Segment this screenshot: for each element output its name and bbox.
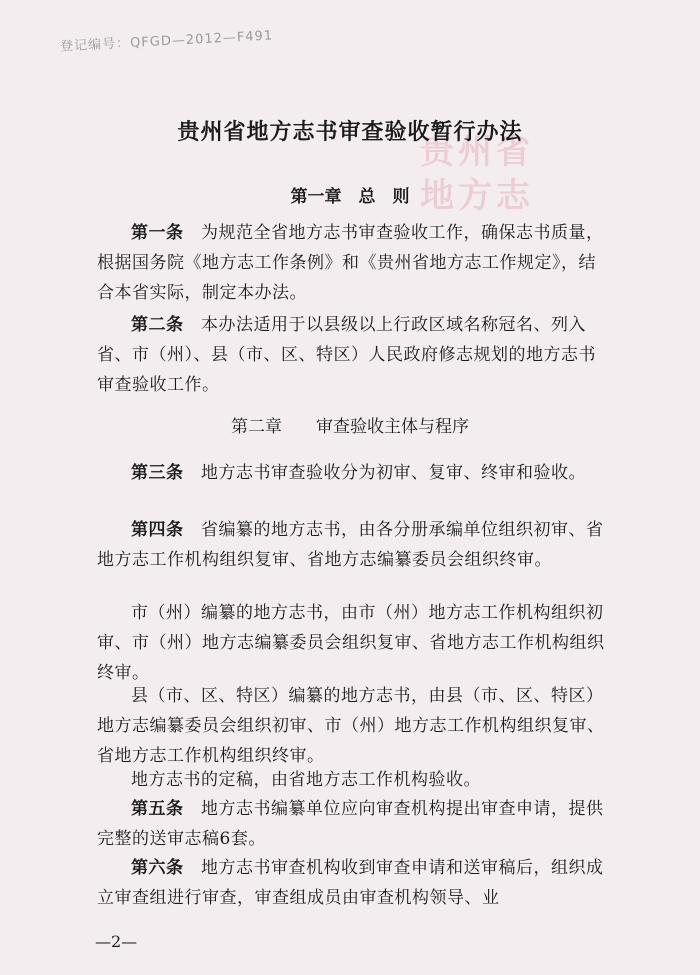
page-number: —2— — [95, 932, 138, 951]
article-3 — [97, 458, 607, 488]
article-text: 省编纂的地方志书，由各分册承编单位组织初审、省地方志工作机构组织复审、省地方志编纂委员会组织终审。 — [97, 520, 604, 570]
article-4-acceptance-paragraph — [97, 765, 607, 795]
article-6 — [97, 853, 607, 913]
article-text: 地方志书编纂单位应向审查机构提出审查申请，提供完整的送审志稿6套。 — [97, 799, 604, 849]
article-1 — [97, 218, 607, 308]
article-text: 地方志书审查机构收到审查申请和送审稿后，组织成立审查组进行审查，审查组成员由审查机构领导、业 — [97, 858, 604, 908]
registration-number: 登记编号：QFGD—2012—F491 — [59, 28, 274, 55]
article-label: 第三条 — [131, 463, 184, 483]
article-4 — [97, 515, 607, 575]
article-5 — [97, 794, 607, 854]
article-4-city-paragraph — [97, 598, 607, 688]
article-text: 本办法适用于以县级以上行政区域名称冠名、列入省、市（州）、县（市、区、特区）人民政府修志规划的地方志书审查验收工作。 — [97, 315, 596, 395]
article-2 — [97, 310, 607, 400]
paragraph-text: 县（市、区、特区）编纂的地方志书，由县（市、区、特区）地方志编纂委员会组织初审、市（州）地方志工作机构组织复审、省地方志工作机构组织终审。 — [97, 686, 605, 766]
article-label: 第一条 — [131, 223, 184, 243]
chapter-2-heading: 第二章 审查验收主体与程序 — [231, 417, 469, 437]
article-label: 第四条 — [131, 520, 184, 540]
document-title: 贵州省地方志书审查验收暂行办法 — [177, 120, 523, 145]
article-label: 第五条 — [131, 799, 184, 819]
paragraph-text: 市（州）编纂的地方志书，由市（州）地方志工作机构组织初审、市（州）地方志编纂委员会组织复审、省地方志工作机构组织终审。 — [97, 603, 605, 683]
article-4-county-paragraph — [97, 681, 607, 771]
chapter-1-heading: 第一章 总 则 — [290, 187, 410, 207]
article-label: 第六条 — [131, 858, 184, 878]
article-text: 为规范全省地方志书审查验收工作，确保志书质量，根据国务院《地方志工作条例》和《贵州省地方志工作规定》，结合本省实际，制定本办法。 — [97, 223, 604, 303]
paragraph-text: 地方志书的定稿，由省地方志工作机构验收。 — [131, 770, 481, 790]
bleed-through-watermark: 贵州省 地方志 — [420, 132, 534, 216]
article-label: 第二条 — [131, 315, 184, 335]
article-text: 地方志书审查验收分为初审、复审、终审和验收。 — [183, 463, 586, 483]
